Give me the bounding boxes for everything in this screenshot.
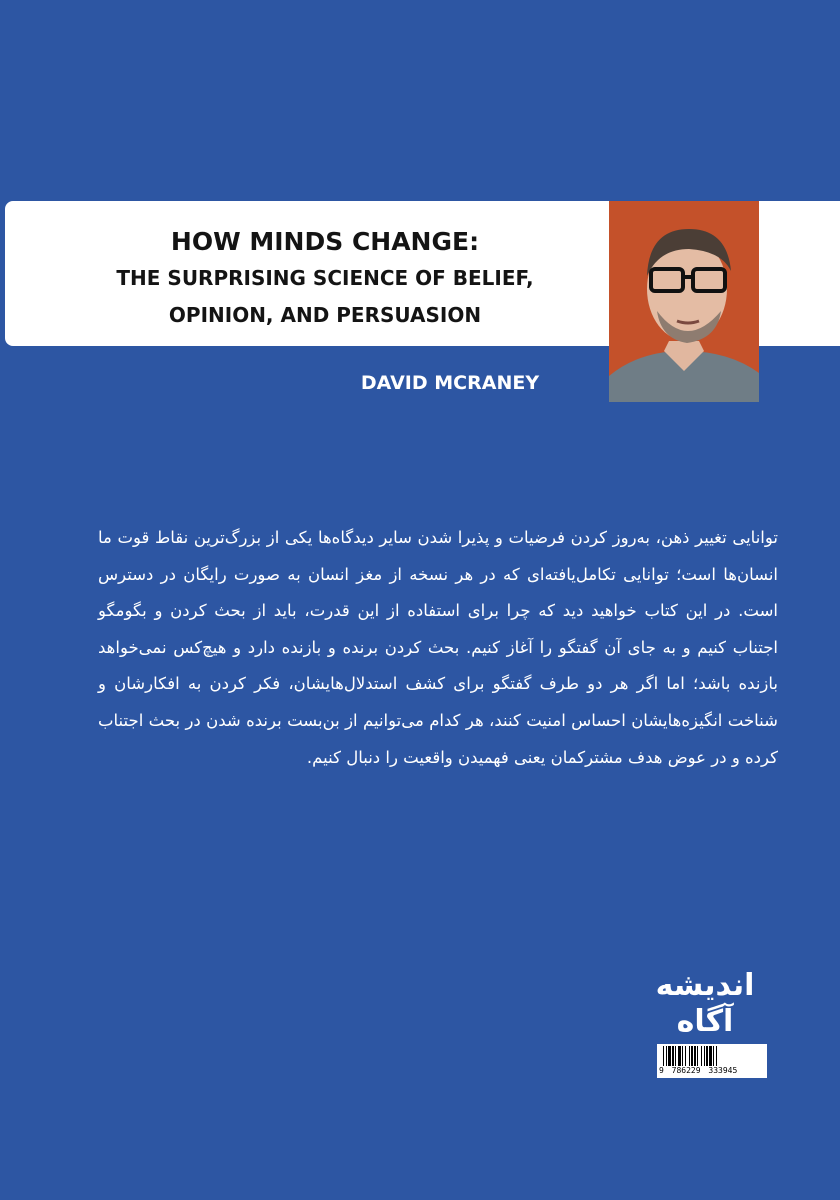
publisher-name-line-2: آگاه [676,1004,734,1039]
barcode-prefix: 9 [659,1066,664,1075]
publisher-logo [650,968,760,1044]
back-cover-blurb: توانایی تغییر ذهن، به‌روز کردن فرضیات و پذیرا شدن سایر دیدگاه‌ها یکی از بزرگ‌ترین نقاط قوت ما انسان‌ها است؛ توانایی تکامل‌یافته‌ای که در هر نسخه از مغز انسان به صورت رایگان در دسترس است. در این کتاب خواهید دید که چرا برای استفاده از این قدرت، باید از بحث کردن و بگومگو اجتناب کنیم و به جای آن گفتگو را آغاز کنیم. بحث کردن برنده و بازنده دارد و هیچ‌کس نمی‌خواهد بازنده باشد؛ اما اگر هر دو طرف گفتگو برای کشف استدلال‌هایشان، فکر کردن به افکارشان و شناخت انگیزه‌هایشان احساس امنیت کنند، هر کدام می‌توانیم از بن‌بست برنده شدن در بحث اجتناب کرده و در عوض هدف مشترکمان یعنی فهمیدن واقعیت را دنبال کنیم. [98,528,778,767]
title-line-1: HOW MINDS CHANGE: [170,227,480,256]
book-title [45,223,605,334]
barcode-digits [659,1066,765,1075]
barcode-group-1: 786229 [671,1066,701,1075]
author-portrait-illustration [609,201,759,402]
barcode-group-2: 333945 [708,1066,738,1075]
title-line-3: OPINION, AND PERSUASION [168,303,482,327]
barcode-bars [663,1046,763,1066]
author-name: DAVID MCRANEY [360,372,540,394]
title-line-2: THE SURPRISING SCIENCE OF BELIEF, [116,266,534,290]
author-photo [609,201,759,402]
isbn-barcode [657,1044,767,1078]
publisher-name-line-1: اندیشه [655,968,755,1003]
